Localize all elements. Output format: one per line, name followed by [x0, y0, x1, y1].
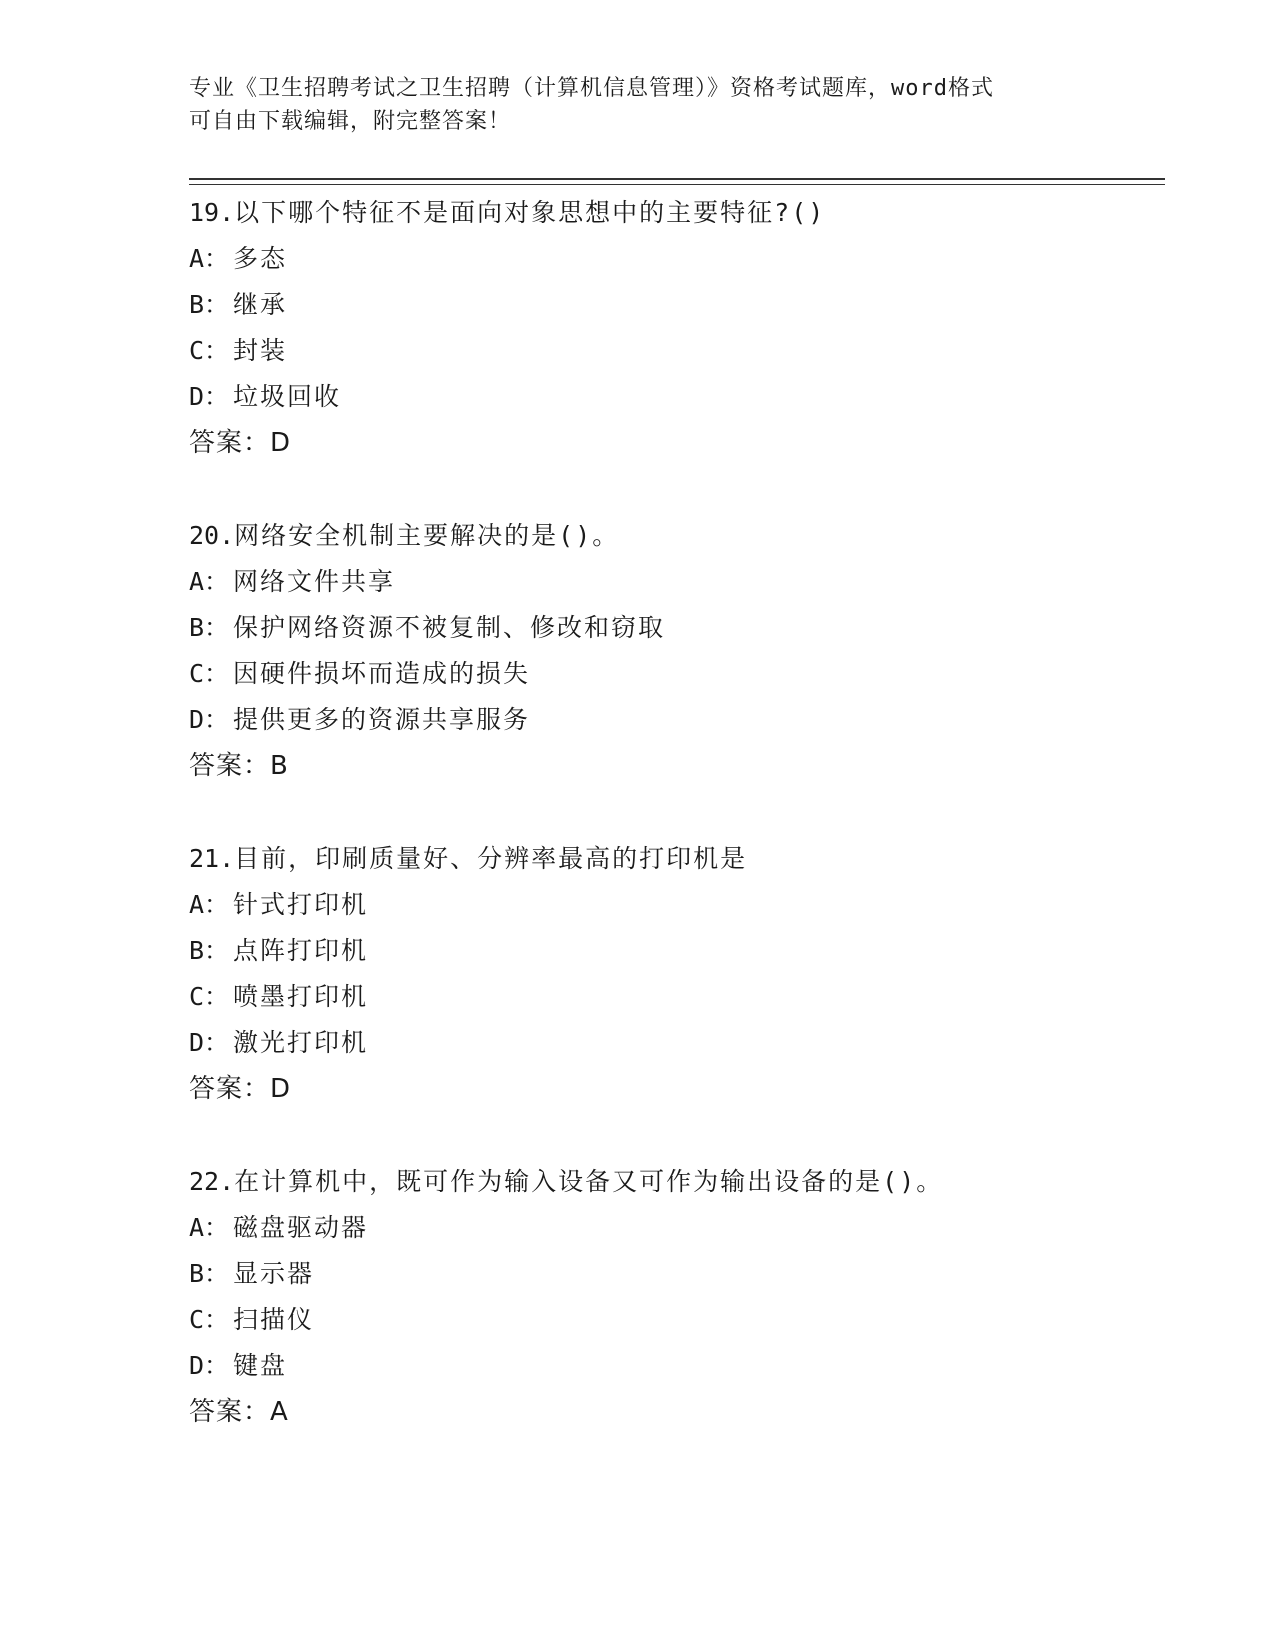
option-text: 点阵打印机	[233, 936, 369, 965]
option-d	[189, 1343, 1165, 1389]
option-letter: D：	[189, 1351, 230, 1380]
option-text: 垃圾回收	[233, 382, 342, 411]
option-a	[189, 1205, 1165, 1251]
option-c	[189, 974, 1165, 1020]
header-line-1: 专业《卫生招聘考试之卫生招聘（计算机信息管理）》资格考试题库，word格式	[189, 76, 994, 101]
option-text: 保护网络资源不被复制、修改和窃取	[233, 613, 666, 642]
question-stem: 以下哪个特征不是面向对象思想中的主要特征?()	[234, 198, 826, 227]
option-text: 继承	[233, 290, 288, 319]
question-text	[189, 1159, 1165, 1205]
option-b	[189, 605, 1165, 651]
option-d	[189, 697, 1165, 743]
option-b	[189, 282, 1165, 328]
option-text: 激光打印机	[233, 1028, 369, 1057]
option-a	[189, 236, 1165, 282]
question-block	[189, 1159, 1165, 1435]
option-letter: C：	[189, 336, 230, 365]
question-number: 21.	[189, 844, 235, 873]
question-number: 20.	[189, 521, 235, 550]
option-b	[189, 1251, 1165, 1297]
option-text: 扫描仪	[233, 1305, 315, 1334]
question-text	[189, 190, 1165, 236]
option-letter: B：	[189, 613, 230, 642]
answer-line: 答案：B	[189, 751, 289, 781]
option-text: 键盘	[233, 1351, 288, 1380]
question-stem: 网络安全机制主要解决的是()。	[234, 521, 620, 550]
question-list	[189, 190, 1165, 1482]
option-text: 喷墨打印机	[233, 982, 369, 1011]
option-letter: D：	[189, 1028, 230, 1057]
option-letter: A：	[189, 890, 230, 919]
option-text: 提供更多的资源共享服务	[233, 705, 531, 734]
option-letter: D：	[189, 382, 230, 411]
question-text	[189, 836, 1165, 882]
option-letter: A：	[189, 244, 230, 273]
header-divider-thick	[189, 178, 1165, 180]
option-a	[189, 559, 1165, 605]
answer-line: 答案：D	[189, 428, 292, 458]
option-a	[189, 882, 1165, 928]
option-letter: B：	[189, 290, 230, 319]
question-block	[189, 513, 1165, 789]
answer-line: 答案：A	[189, 1397, 289, 1427]
header-divider-thin	[189, 184, 1165, 185]
option-text: 针式打印机	[233, 890, 369, 919]
question-number: 19.	[189, 198, 235, 227]
option-text: 因硬件损坏而造成的损失	[233, 659, 531, 688]
option-letter: B：	[189, 1259, 230, 1288]
question-stem: 在计算机中，既可作为输入设备又可作为输出设备的是()。	[234, 1167, 944, 1196]
option-c	[189, 651, 1165, 697]
option-letter: A：	[189, 1213, 230, 1242]
question-number: 22.	[189, 1167, 235, 1196]
header-line-2: 可自由下载编辑，附完整答案！	[189, 109, 512, 134]
option-letter: B：	[189, 936, 230, 965]
option-letter: A：	[189, 567, 230, 596]
option-d	[189, 1020, 1165, 1066]
option-d	[189, 374, 1165, 420]
option-letter: D：	[189, 705, 230, 734]
document-header	[189, 72, 1089, 138]
question-block	[189, 836, 1165, 1112]
option-c	[189, 1297, 1165, 1343]
option-letter: C：	[189, 659, 230, 688]
option-letter: C：	[189, 982, 230, 1011]
question-stem: 目前，印刷质量好、分辨率最高的打印机是	[234, 844, 748, 873]
option-c	[189, 328, 1165, 374]
option-b	[189, 928, 1165, 974]
option-letter: C：	[189, 1305, 230, 1334]
option-text: 显示器	[233, 1259, 315, 1288]
option-text: 多态	[233, 244, 288, 273]
option-text: 磁盘驱动器	[233, 1213, 369, 1242]
question-block	[189, 190, 1165, 466]
option-text: 网络文件共享	[233, 567, 396, 596]
option-text: 封装	[233, 336, 288, 365]
answer-line: 答案：D	[189, 1074, 292, 1104]
question-text	[189, 513, 1165, 559]
